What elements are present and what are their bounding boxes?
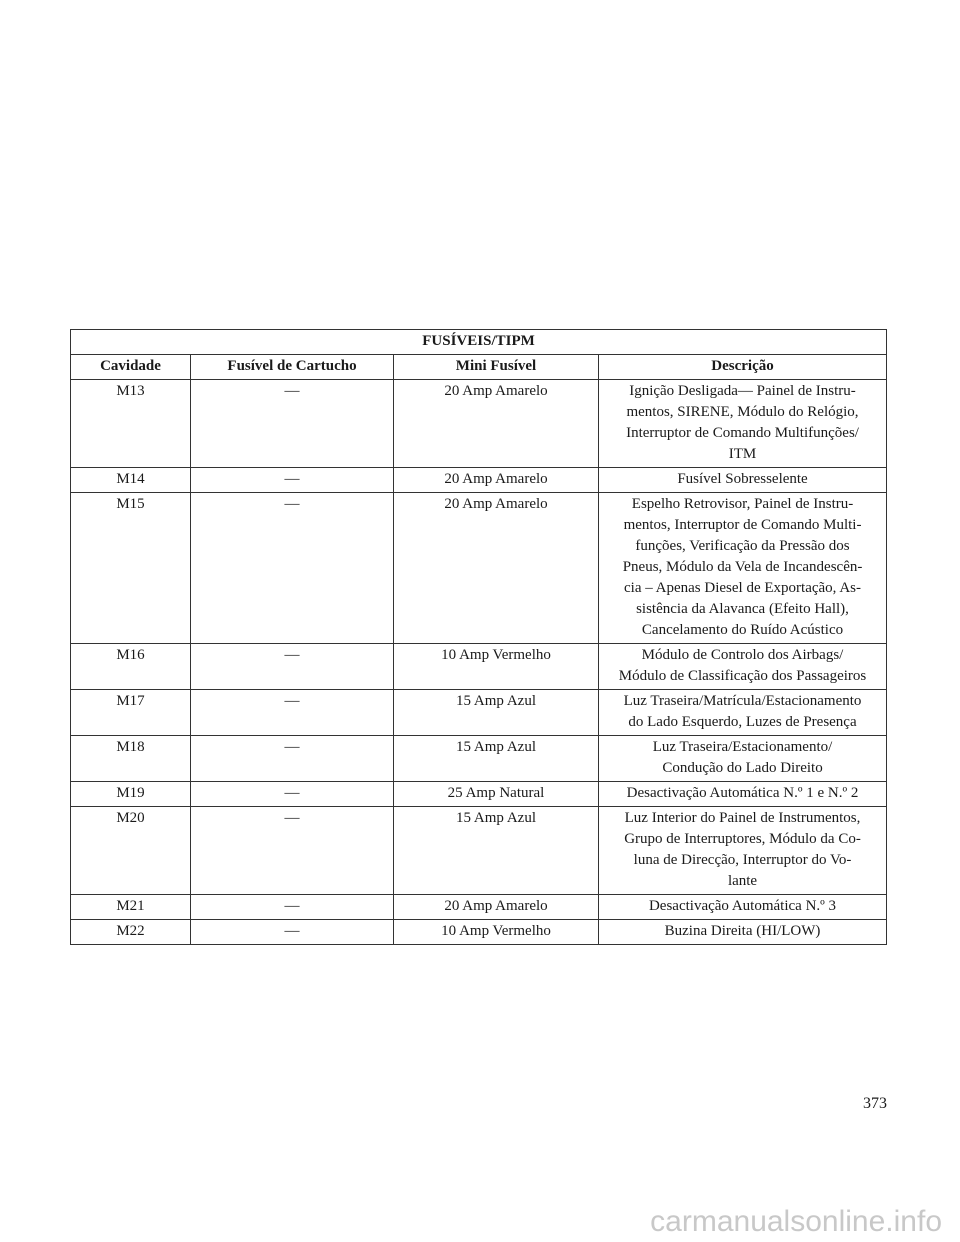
description-line: Desactivação Automática N.º 3 xyxy=(648,898,837,914)
cell-description xyxy=(599,736,887,782)
table-row xyxy=(71,920,887,945)
cell-cavity: M18 xyxy=(71,736,191,782)
description-line: mentos, SIRENE, Módulo do Relógio, xyxy=(626,404,859,420)
description-line: mentos, Interruptor de Comando Multi- xyxy=(623,517,862,533)
description-line: Módulo de Classificação dos Passageiros xyxy=(618,668,867,684)
table-row xyxy=(71,644,887,690)
cell-cartridge-fuse: — xyxy=(191,380,394,468)
header-cartridge-fuse: Fusível de Cartucho xyxy=(191,355,394,380)
cell-cartridge-fuse: — xyxy=(191,644,394,690)
table-row xyxy=(71,380,887,468)
description-line: do Lado Esquerdo, Luzes de Presença xyxy=(628,714,857,730)
table-body xyxy=(71,380,887,945)
cell-cartridge-fuse: — xyxy=(191,895,394,920)
cell-description xyxy=(599,920,887,945)
cell-cartridge-fuse: — xyxy=(191,920,394,945)
cell-cartridge-fuse: — xyxy=(191,782,394,807)
table-row xyxy=(71,782,887,807)
cell-cavity: M16 xyxy=(71,644,191,690)
cell-description xyxy=(599,690,887,736)
cell-cartridge-fuse: — xyxy=(191,493,394,644)
cell-cavity: M22 xyxy=(71,920,191,945)
cell-description xyxy=(599,493,887,644)
cell-mini-fuse: 20 Amp Amarelo xyxy=(394,380,599,468)
description-line: Cancelamento do Ruído Acústico xyxy=(641,622,844,638)
description-line: Interruptor de Comando Multifunções/ xyxy=(626,425,859,441)
cell-mini-fuse: 15 Amp Azul xyxy=(394,807,599,895)
table-title-row xyxy=(71,330,887,355)
cell-cavity: M15 xyxy=(71,493,191,644)
table-row xyxy=(71,468,887,493)
cell-description xyxy=(599,782,887,807)
fuse-table xyxy=(70,329,887,945)
cell-cavity: M19 xyxy=(71,782,191,807)
cell-cartridge-fuse: — xyxy=(191,468,394,493)
description-line: Ignição Desligada— Painel de Instru- xyxy=(629,383,856,399)
cell-description xyxy=(599,807,887,895)
cell-mini-fuse: 10 Amp Vermelho xyxy=(394,644,599,690)
description-line: Luz Traseira/Matrícula/Estacionamento xyxy=(623,693,862,709)
cell-description xyxy=(599,380,887,468)
header-mini-fuse: Mini Fusível xyxy=(394,355,599,380)
description-line: lante xyxy=(727,873,758,889)
header-cavity: Cavidade xyxy=(71,355,191,380)
page-number: 373 xyxy=(863,1095,887,1112)
table-row xyxy=(71,736,887,782)
description-line: funções, Verificação da Pressão dos xyxy=(635,538,850,554)
cell-mini-fuse: 25 Amp Natural xyxy=(394,782,599,807)
cell-cartridge-fuse: — xyxy=(191,736,394,782)
description-line: Condução do Lado Direito xyxy=(662,760,823,776)
description-line: sistência da Alavanca (Efeito Hall), xyxy=(636,601,849,617)
cell-cavity: M20 xyxy=(71,807,191,895)
description-line: Desactivação Automática N.º 1 e N.º 2 xyxy=(626,785,859,801)
description-line: Pneus, Módulo da Vela de Incandescên- xyxy=(622,559,863,575)
cell-mini-fuse: 10 Amp Vermelho xyxy=(394,920,599,945)
cell-cavity: M21 xyxy=(71,895,191,920)
description-line: cia – Apenas Diesel de Exportação, As- xyxy=(624,580,862,596)
cell-description xyxy=(599,895,887,920)
cell-cartridge-fuse: — xyxy=(191,807,394,895)
description-line: ITM xyxy=(728,446,757,462)
cell-mini-fuse: 15 Amp Azul xyxy=(394,736,599,782)
cell-description xyxy=(599,644,887,690)
table-row xyxy=(71,690,887,736)
description-line: Luz Traseira/Estacionamento/ xyxy=(652,739,833,755)
table-title: FUSÍVEIS/TIPM xyxy=(71,330,887,355)
description-line: Fusível Sobresselente xyxy=(677,471,808,487)
cell-description xyxy=(599,468,887,493)
description-line: Espelho Retrovisor, Painel de Instru- xyxy=(631,496,854,512)
watermark: carmanualsonline.info xyxy=(650,1205,942,1238)
cell-mini-fuse: 20 Amp Amarelo xyxy=(394,493,599,644)
cell-mini-fuse: 15 Amp Azul xyxy=(394,690,599,736)
description-line: luna de Direcção, Interruptor do Vo- xyxy=(633,852,852,868)
cell-cavity: M13 xyxy=(71,380,191,468)
cell-mini-fuse: 20 Amp Amarelo xyxy=(394,895,599,920)
description-line: Luz Interior do Painel de Instrumentos, xyxy=(624,810,861,826)
description-line: Buzina Direita (HI/LOW) xyxy=(664,923,821,939)
table-row xyxy=(71,895,887,920)
description-line: Grupo de Interruptores, Módulo da Co- xyxy=(624,831,861,847)
cell-cavity: M17 xyxy=(71,690,191,736)
table-row xyxy=(71,807,887,895)
description-line: Módulo de Controlo dos Airbags/ xyxy=(641,647,844,663)
table-row xyxy=(71,493,887,644)
table-header-row xyxy=(71,355,887,380)
cell-cartridge-fuse: — xyxy=(191,690,394,736)
cell-cavity: M14 xyxy=(71,468,191,493)
cell-mini-fuse: 20 Amp Amarelo xyxy=(394,468,599,493)
header-description: Descrição xyxy=(599,355,887,380)
